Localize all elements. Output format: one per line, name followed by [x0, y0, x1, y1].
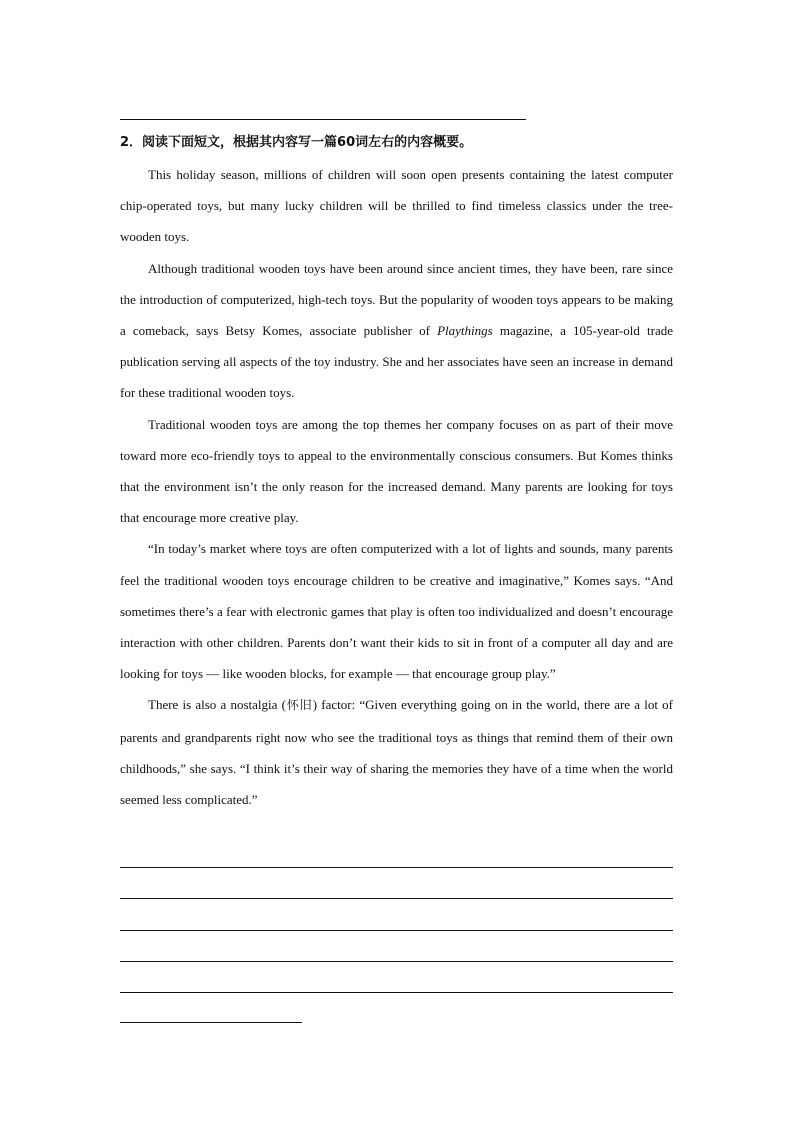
- answer-line-1[interactable]: [120, 867, 673, 868]
- paragraph-4: “In today’s market where toys are often computerized with a lot of lights and sounds, many parents feel the traditional wooden toys encourage children to be creative and imaginative,” Komes says. “And sometimes there’s a fear with electronic games that play is often too individualized and doesn’t encourage interaction with other children. Parents don’t want their kids to sit in front of a computer all day and are looking for toys — like wooden blocks, for example — that encourage group play.”: [120, 541, 673, 682]
- chinese-gloss: 怀旧: [285, 698, 313, 713]
- answer-line-4[interactable]: [120, 961, 673, 962]
- answer-line-5[interactable]: [120, 992, 673, 993]
- passage: [120, 159, 673, 815]
- answer-line-3[interactable]: [120, 930, 673, 931]
- paragraph-5: There is also a nostalgia (怀旧) factor: “Given everything going on in the world, there are a lot of parents and grandparents right now who see the traditional toys as things that remind them of their own childhoods,” she says. “I think it’s their way of sharing the memories they have of a time when the world seemed less complicated.”: [120, 697, 673, 808]
- paragraph-2: Although traditional wooden toys have been around since ancient times, they have been, rare since the introduction of computerized, high-tech toys. But the popularity of wooden toys appears to be making a comeback, says Betsy Komes, associate publisher of Playthings magazine, a 105-year-old trade publication serving all aspects of the toy industry. She and her associates have seen an increase in demand for these traditional wooden toys.: [120, 260, 673, 401]
- magazine-title: Playthings: [437, 323, 493, 339]
- question-instruction: 阅读下面短文，根据其内容写一篇60词左右的内容概要。: [142, 135, 473, 150]
- paragraph-1: This holiday season, millions of children will soon open presents containing the latest computer chip-operated toys, but many lucky children will be thrilled to find timeless classics under the tree-wooden toys.: [120, 167, 673, 245]
- answer-line-2[interactable]: [120, 898, 673, 899]
- paragraph-3: Traditional wooden toys are among the top themes her company focuses on as part of their move toward more eco-friendly toys to appeal to the environmentally conscious consumers. But Komes thinks that the environment isn’t the only reason for the increased demand. Many parents are looking for toys that encourage more creative play.: [120, 416, 673, 526]
- top-answer-line: [120, 119, 526, 120]
- answer-line-6[interactable]: [120, 1022, 302, 1023]
- question-number: 2．: [120, 135, 143, 150]
- question-title: [120, 133, 680, 153]
